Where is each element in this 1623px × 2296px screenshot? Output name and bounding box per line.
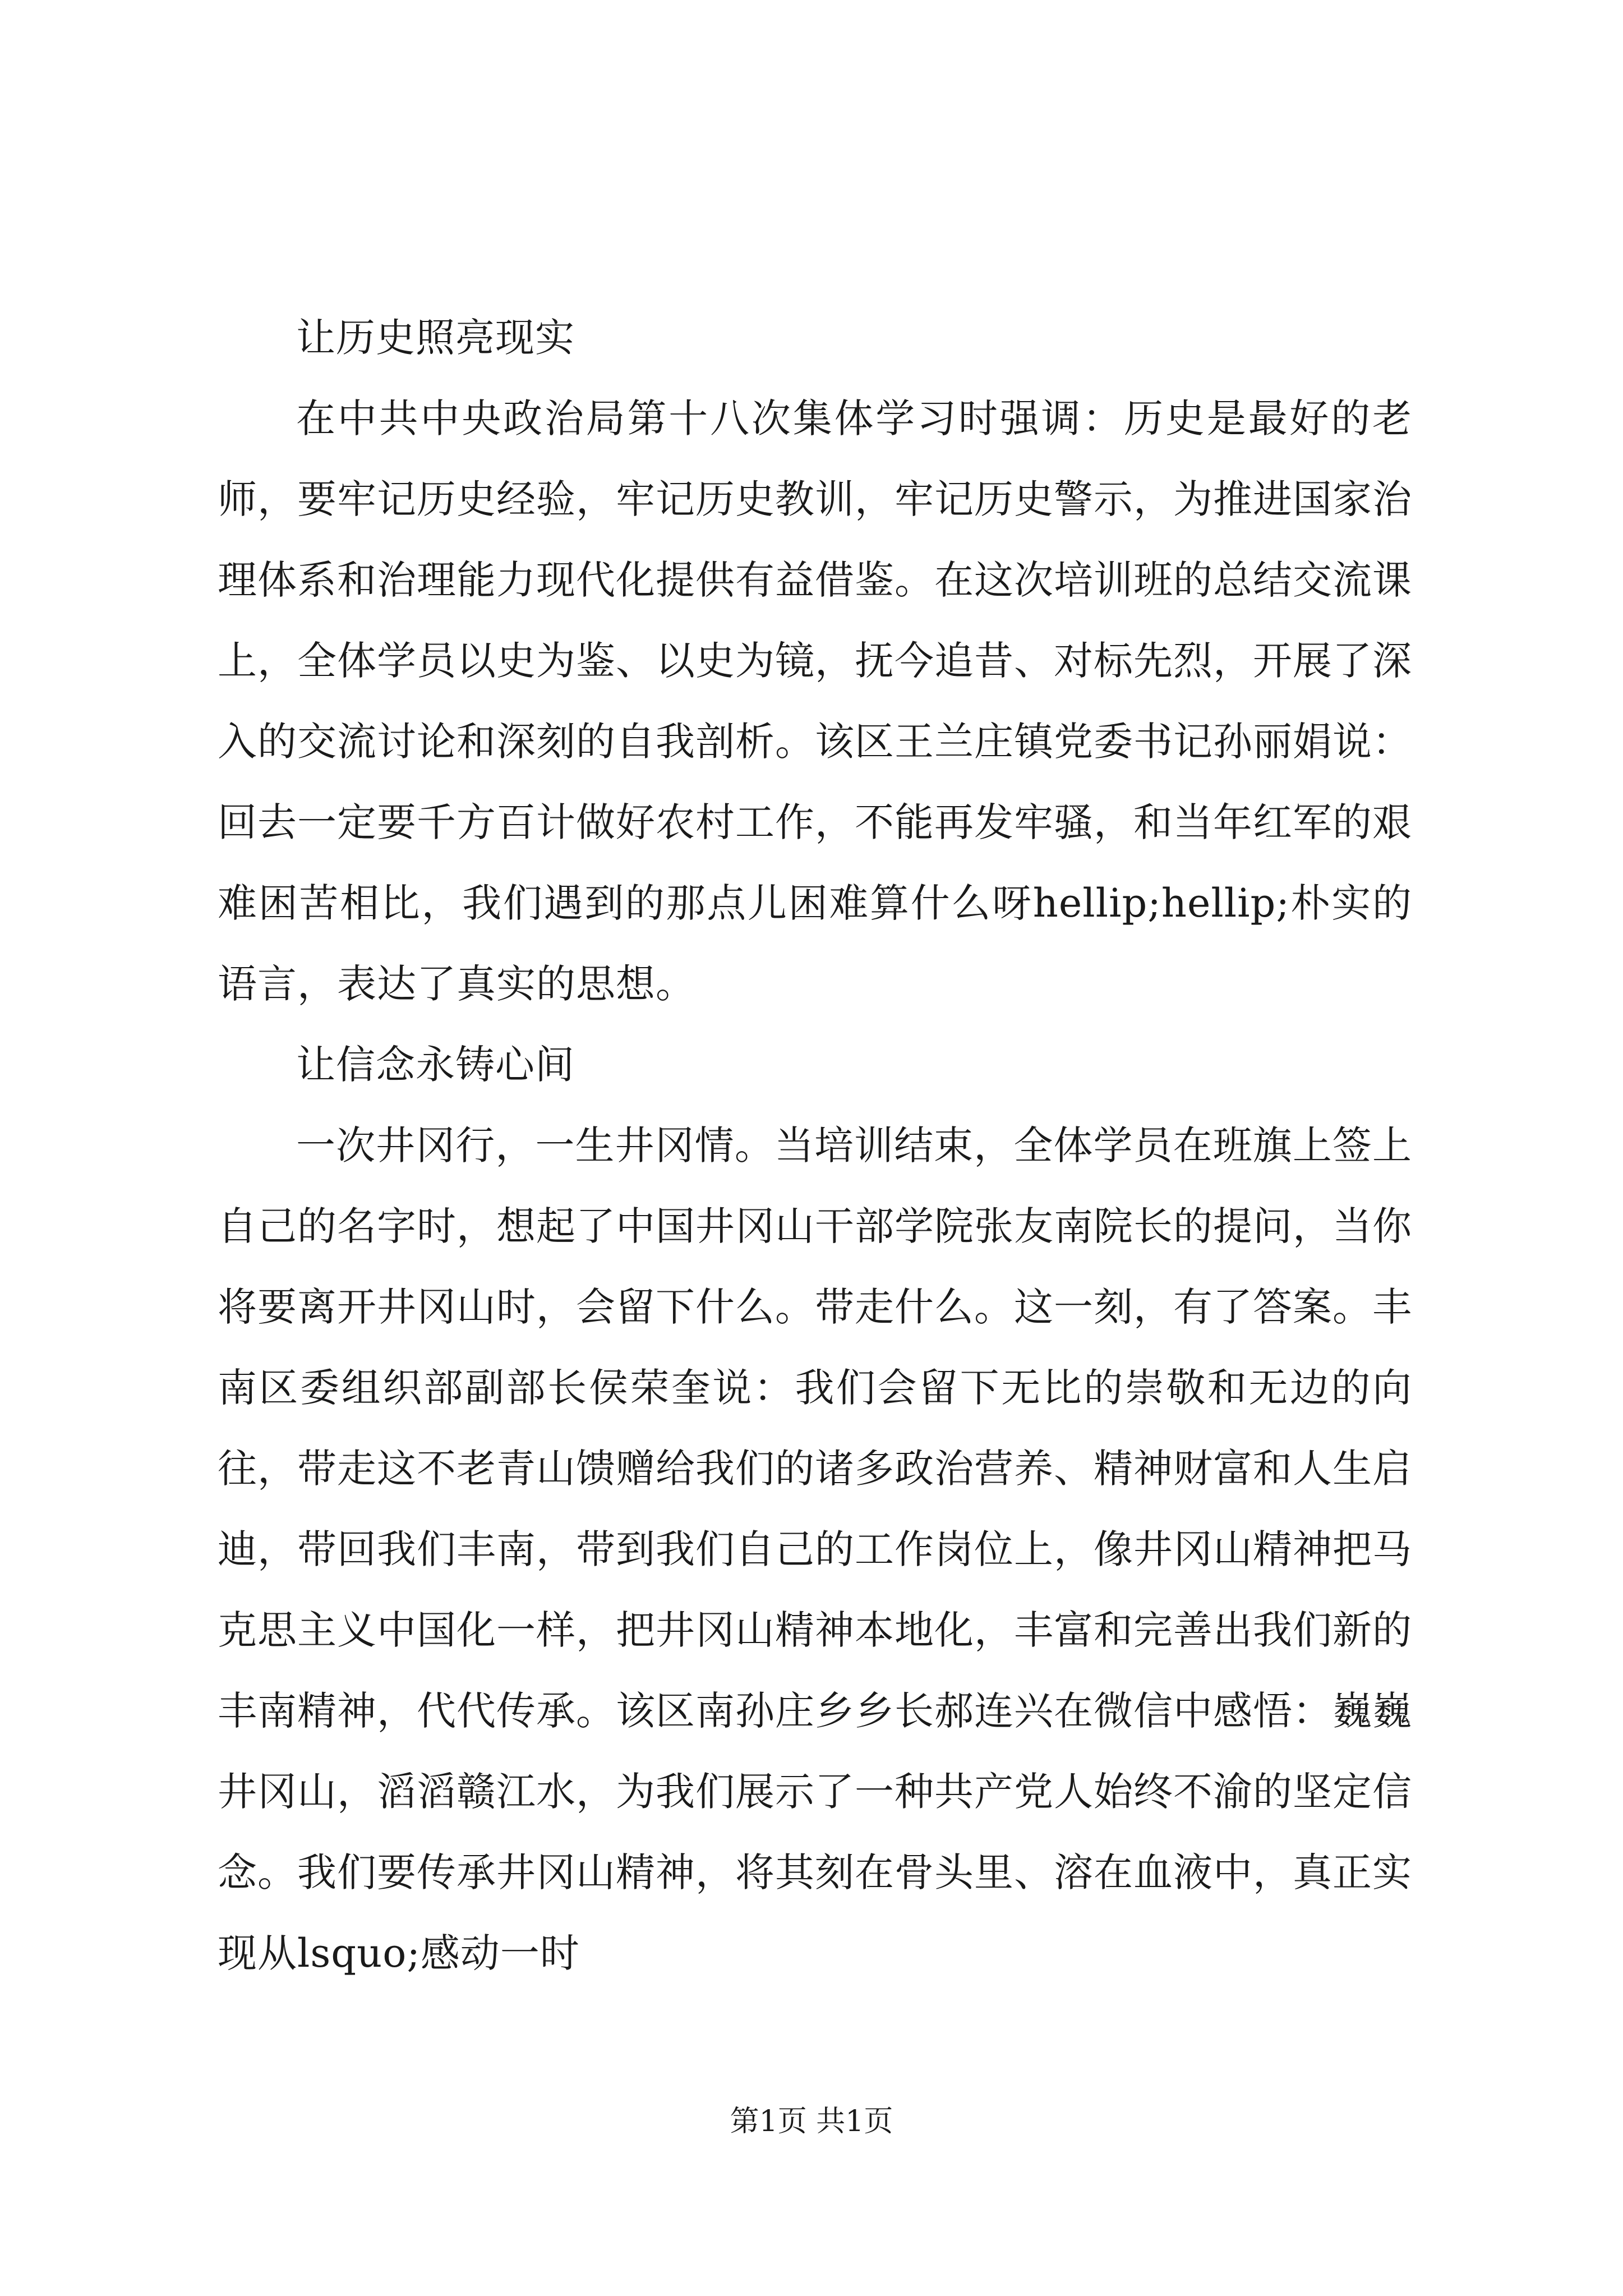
section-paragraph-belief: 一次井冈行，一生井冈情。当培训结束，全体学员在班旗上签上自己的名字时，想起了中国井冈山干部学院张友南院长的提问，当你将要离开井冈山时，会留下什么。带走什么。这一刻，有了答案。丰南区委组织部副部长侯荣奎说：我们会留下无比的崇敬和无边的向往，带走这不老青山馈赠给我们的诸多政治营养、精神财富和人生启迪，带回我们丰南，带到我们自己的工作岗位上，像井冈山精神把马克思主义中国化一样，把井冈山精神本地化，丰富和完善出我们新的丰南精神，代代传承。该区南孙庄乡乡长郝连兴在微信中感悟：巍巍井冈山，滔滔赣江水，为我们展示了一种共产党人始终不渝的坚定信念。我们要传承井冈山精神，将其刻在骨头里、溶在血液中，真正实现从lsquo;感动一时 [218, 1122, 1412, 1976]
section-heading-belief: 让信念永铸心间 [296, 1042, 575, 1088]
page-number-footer: 第1页 共1页 [730, 2105, 893, 2138]
section-heading-history: 让历史照亮现实 [296, 315, 575, 361]
document-body [218, 297, 1412, 1994]
section-paragraph-history: 在中共中央政治局第十八次集体学习时强调：历史是最好的老师，要牢记历史经验，牢记历史教训，牢记历史警示，为推进国家治理体系和治理能力现代化提供有益借鉴。在这次培训班的总结交流课上，全体学员以史为鉴、以史为镜，抚今追昔、对标先烈，开展了深入的交流讨论和深刻的自我剖析。该区王兰庄镇党委书记孙丽娟说：回去一定要千方百计做好农村工作，不能再发牢骚，和当年红军的艰难困苦相比，我们遇到的那点儿困难算什么呀hellip;hellip;朴实的语言，表达了真实的思想。 [218, 395, 1412, 1007]
